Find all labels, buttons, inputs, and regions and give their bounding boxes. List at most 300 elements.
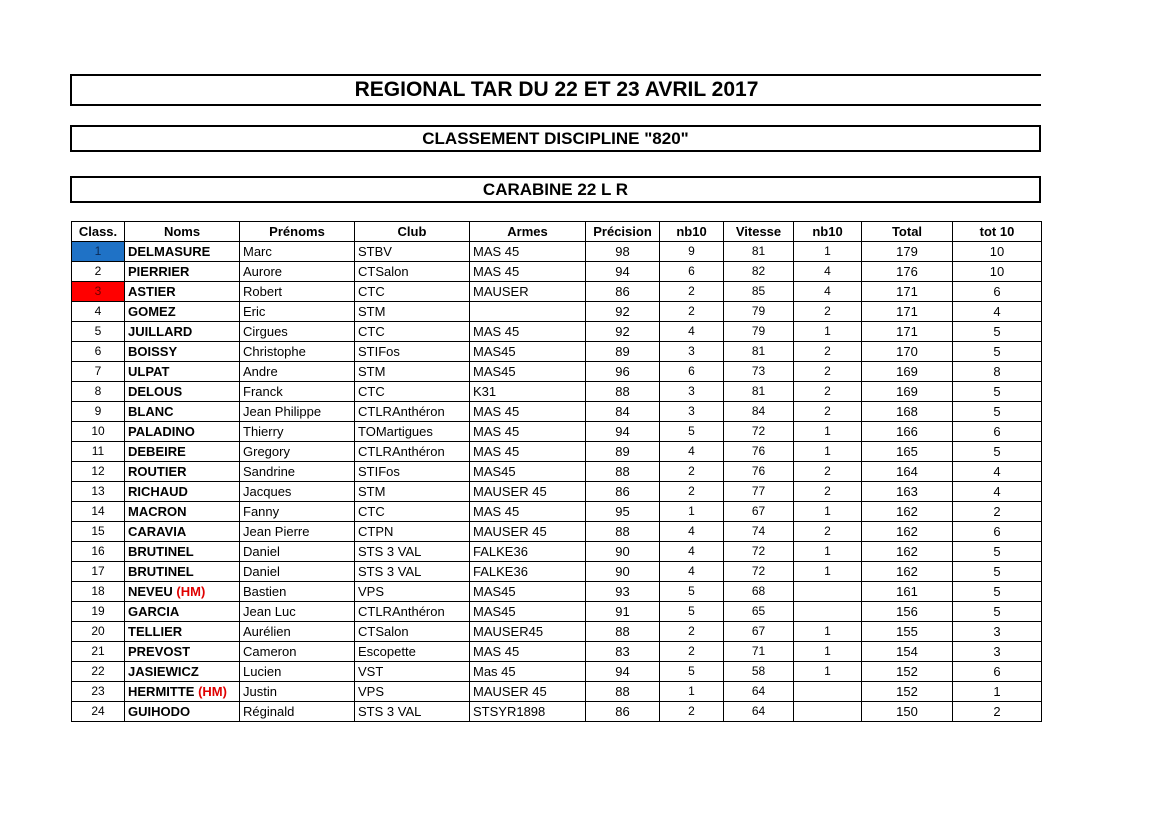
club-text: CTLRAnthéron xyxy=(358,444,445,459)
name-cell xyxy=(125,302,240,322)
rank-text: 7 xyxy=(94,364,102,378)
firstname-text: Daniel xyxy=(243,544,280,559)
discipline-title: CLASSEMENT DISCIPLINE "820" xyxy=(422,129,689,148)
club-text: TOMartigues xyxy=(358,424,433,439)
firstname-cell xyxy=(240,442,355,462)
category-title: CARABINE 22 L R xyxy=(482,180,629,199)
club-cell xyxy=(355,562,470,582)
weapon-cell xyxy=(470,522,586,542)
club-cell xyxy=(355,262,470,282)
name-cell xyxy=(125,482,240,502)
total-text: 162 xyxy=(896,544,918,559)
firstname-text: Aurélien xyxy=(243,624,291,639)
club-cell xyxy=(355,662,470,682)
precision-cell xyxy=(586,322,660,342)
tot10-text: 6 xyxy=(993,524,1001,539)
nb10-precision-text: 4 xyxy=(688,324,695,338)
vitesse-cell xyxy=(724,662,794,682)
total-cell xyxy=(862,242,953,262)
rank-cell xyxy=(72,602,125,622)
total-text: 170 xyxy=(896,344,918,359)
weapon-cell xyxy=(470,262,586,282)
weapon-cell xyxy=(470,542,586,562)
name-cell xyxy=(125,622,240,642)
weapon-cell xyxy=(470,562,586,582)
total-cell xyxy=(862,422,953,442)
club-text: CTSalon xyxy=(358,264,409,279)
rank-cell xyxy=(72,362,125,382)
precision-text: 83 xyxy=(615,644,630,659)
tot10-text: 5 xyxy=(993,404,1001,419)
precision-cell xyxy=(586,582,660,602)
rank-cell xyxy=(72,582,125,602)
rank-text: 17 xyxy=(91,564,105,578)
rank-text: 20 xyxy=(91,624,105,638)
discipline-banner xyxy=(70,125,1041,152)
vitesse-text: 64 xyxy=(751,684,766,698)
name-text: PREVOST xyxy=(128,644,191,659)
firstname-cell xyxy=(240,562,355,582)
table-row xyxy=(72,622,1042,642)
name-text: DELMASURE xyxy=(128,244,211,259)
precision-text: 90 xyxy=(615,544,630,559)
rank-cell xyxy=(72,382,125,402)
name-text: RICHAUD xyxy=(128,484,188,499)
total-cell xyxy=(862,442,953,462)
weapon-cell xyxy=(470,402,586,422)
rank-cell xyxy=(72,482,125,502)
nb10-vitesse-text: 1 xyxy=(824,644,831,658)
tot10-text: 4 xyxy=(993,464,1001,479)
precision-cell xyxy=(586,622,660,642)
total-text: 165 xyxy=(896,444,918,459)
nb10-vitesse-text: 2 xyxy=(824,404,831,418)
tot10-text: 6 xyxy=(993,284,1001,299)
name-text: BLANC xyxy=(128,404,174,419)
club-text: STM xyxy=(358,304,386,319)
vitesse-cell xyxy=(724,442,794,462)
name-cell xyxy=(125,542,240,562)
total-text: 176 xyxy=(896,264,918,279)
rank-text: 22 xyxy=(91,664,105,678)
nb10-vitesse-cell xyxy=(794,682,862,702)
total-text: 155 xyxy=(896,624,918,639)
nb10-precision-cell xyxy=(660,302,724,322)
tot10-text: 10 xyxy=(989,244,1005,259)
table-row xyxy=(72,422,1042,442)
nb10-precision-text: 4 xyxy=(688,544,695,558)
tot10-text: 5 xyxy=(993,444,1001,459)
tot10-text: 5 xyxy=(993,344,1001,359)
precision-text: 86 xyxy=(615,284,630,299)
rank-cell xyxy=(72,282,125,302)
results-table xyxy=(71,221,1042,722)
rank-cell xyxy=(72,522,125,542)
col-header-prenoms: Prénoms xyxy=(240,222,355,242)
firstname-text: Aurore xyxy=(243,264,283,279)
total-text: 171 xyxy=(896,284,918,299)
total-text: 163 xyxy=(896,484,918,499)
nb10-precision-cell xyxy=(660,562,724,582)
weapon-cell xyxy=(470,362,586,382)
firstname-cell xyxy=(240,602,355,622)
club-cell xyxy=(355,342,470,362)
rank-text: 5 xyxy=(94,324,102,338)
club-cell xyxy=(355,702,470,722)
firstname-text: Marc xyxy=(243,244,272,259)
table-row xyxy=(72,242,1042,262)
firstname-text: Réginald xyxy=(243,704,295,719)
weapon-text: K31 xyxy=(473,384,497,399)
rank-cell xyxy=(72,622,125,642)
firstname-cell xyxy=(240,502,355,522)
weapon-text: MAS 45 xyxy=(473,404,520,419)
club-text: STS 3 VAL xyxy=(358,544,422,559)
nb10-precision-text: 2 xyxy=(688,704,695,718)
table-row xyxy=(72,582,1042,602)
tot10-text: 5 xyxy=(993,384,1001,399)
vitesse-text: 73 xyxy=(751,364,766,378)
vitesse-cell xyxy=(724,402,794,422)
nb10-precision-text: 2 xyxy=(688,304,695,318)
vitesse-text: 81 xyxy=(751,344,766,358)
tot10-cell xyxy=(953,602,1042,622)
total-cell xyxy=(862,342,953,362)
tot10-text: 4 xyxy=(993,304,1001,319)
nb10-precision-cell xyxy=(660,662,724,682)
name-text: TELLIER xyxy=(128,624,183,639)
vitesse-cell xyxy=(724,522,794,542)
rank-text: 3 xyxy=(94,284,102,298)
name-text: ROUTIER xyxy=(128,464,187,479)
club-cell xyxy=(355,622,470,642)
weapon-text: MAS45 xyxy=(473,364,516,379)
nb10-precision-text: 4 xyxy=(688,524,695,538)
total-cell xyxy=(862,322,953,342)
precision-cell xyxy=(586,682,660,702)
name-cell xyxy=(125,522,240,542)
tot10-text: 5 xyxy=(993,584,1001,599)
vitesse-cell xyxy=(724,362,794,382)
tot10-cell xyxy=(953,682,1042,702)
vitesse-text: 67 xyxy=(751,624,766,638)
nb10-precision-text: 2 xyxy=(688,284,695,298)
precision-cell xyxy=(586,662,660,682)
total-cell xyxy=(862,502,953,522)
precision-cell xyxy=(586,342,660,362)
nb10-vitesse-text: 2 xyxy=(824,364,831,378)
firstname-text: Lucien xyxy=(243,664,282,679)
tot10-cell xyxy=(953,542,1042,562)
nb10-vitesse-cell xyxy=(794,482,862,502)
rank-text: 14 xyxy=(91,504,105,518)
club-cell xyxy=(355,682,470,702)
table-row xyxy=(72,342,1042,362)
tot10-cell xyxy=(953,282,1042,302)
weapon-text: STSYR1898 xyxy=(473,704,546,719)
tot10-cell xyxy=(953,702,1042,722)
tot10-text: 3 xyxy=(993,644,1001,659)
firstname-text: Daniel xyxy=(243,564,280,579)
nb10-precision-cell xyxy=(660,702,724,722)
vitesse-cell xyxy=(724,582,794,602)
event-title: REGIONAL TAR DU 22 ET 23 AVRIL 2017 xyxy=(354,78,759,101)
rank-cell xyxy=(72,342,125,362)
vitesse-text: 58 xyxy=(751,664,766,678)
vitesse-text: 81 xyxy=(751,384,766,398)
precision-text: 94 xyxy=(615,264,630,279)
firstname-cell xyxy=(240,402,355,422)
nb10-vitesse-text: 2 xyxy=(824,344,831,358)
nb10-precision-text: 3 xyxy=(688,384,695,398)
precision-text: 88 xyxy=(615,684,630,699)
name-text: BRUTINEL xyxy=(128,544,194,559)
vitesse-text: 72 xyxy=(751,544,766,558)
vitesse-cell xyxy=(724,262,794,282)
weapon-cell xyxy=(470,682,586,702)
weapon-text: MAUSER xyxy=(473,284,529,299)
vitesse-cell xyxy=(724,642,794,662)
tot10-text: 2 xyxy=(993,504,1001,519)
name-cell xyxy=(125,702,240,722)
tot10-cell xyxy=(953,442,1042,462)
club-text: CTPN xyxy=(358,524,394,539)
club-cell xyxy=(355,522,470,542)
total-cell xyxy=(862,522,953,542)
name-text: GOMEZ xyxy=(128,304,176,319)
rank-text: 13 xyxy=(91,484,105,498)
rank-cell xyxy=(72,442,125,462)
vitesse-text: 72 xyxy=(751,424,766,438)
club-text: CTSalon xyxy=(358,624,409,639)
club-cell xyxy=(355,602,470,622)
nb10-vitesse-cell xyxy=(794,302,862,322)
total-cell xyxy=(862,542,953,562)
precision-cell xyxy=(586,282,660,302)
nb10-vitesse-cell xyxy=(794,342,862,362)
tot10-cell xyxy=(953,402,1042,422)
tot10-text: 10 xyxy=(989,264,1005,279)
nb10-vitesse-text: 1 xyxy=(824,564,831,578)
table-row xyxy=(72,502,1042,522)
total-cell xyxy=(862,402,953,422)
total-cell xyxy=(862,382,953,402)
nb10-precision-cell xyxy=(660,322,724,342)
nb10-vitesse-text: 2 xyxy=(824,524,831,538)
rank-cell xyxy=(72,242,125,262)
tot10-text: 6 xyxy=(993,424,1001,439)
precision-cell xyxy=(586,522,660,542)
club-cell xyxy=(355,482,470,502)
name-text: PIERRIER xyxy=(128,264,190,279)
name-cell xyxy=(125,502,240,522)
precision-cell xyxy=(586,462,660,482)
tot10-cell xyxy=(953,622,1042,642)
nb10-vitesse-cell xyxy=(794,362,862,382)
col-header-noms: Noms xyxy=(125,222,240,242)
precision-cell xyxy=(586,302,660,322)
vitesse-text: 68 xyxy=(751,584,766,598)
nb10-vitesse-cell xyxy=(794,262,862,282)
weapon-cell xyxy=(470,422,586,442)
weapon-cell xyxy=(470,322,586,342)
total-text: 156 xyxy=(896,604,918,619)
firstname-text: Andre xyxy=(243,364,278,379)
tot10-cell xyxy=(953,422,1042,442)
nb10-vitesse-text: 1 xyxy=(824,244,831,258)
rank-cell xyxy=(72,402,125,422)
precision-text: 94 xyxy=(615,424,630,439)
weapon-cell xyxy=(470,582,586,602)
nb10-vitesse-cell xyxy=(794,282,862,302)
firstname-cell xyxy=(240,542,355,562)
total-text: 152 xyxy=(896,684,918,699)
vitesse-cell xyxy=(724,422,794,442)
total-text: 169 xyxy=(896,384,918,399)
name-text: ASTIER xyxy=(128,284,176,299)
vitesse-text: 72 xyxy=(751,564,766,578)
nb10-vitesse-text: 4 xyxy=(824,264,831,278)
weapon-text: MAS45 xyxy=(473,464,516,479)
category-banner xyxy=(70,176,1041,203)
precision-cell xyxy=(586,242,660,262)
total-text: 179 xyxy=(896,244,918,259)
firstname-text: Jean Pierre xyxy=(243,524,310,539)
vitesse-text: 74 xyxy=(751,524,766,538)
club-cell xyxy=(355,302,470,322)
nb10-precision-text: 6 xyxy=(688,264,695,278)
nb10-vitesse-cell xyxy=(794,422,862,442)
total-text: 162 xyxy=(896,504,918,519)
club-cell xyxy=(355,502,470,522)
name-text: ULPAT xyxy=(128,364,170,379)
weapon-text: MAS 45 xyxy=(473,264,520,279)
nb10-vitesse-text: 2 xyxy=(824,304,831,318)
tot10-cell xyxy=(953,562,1042,582)
rank-cell xyxy=(72,662,125,682)
precision-text: 88 xyxy=(615,524,630,539)
nb10-vitesse-text: 1 xyxy=(824,544,831,558)
table-row xyxy=(72,282,1042,302)
club-cell xyxy=(355,282,470,302)
firstname-cell xyxy=(240,322,355,342)
name-cell xyxy=(125,402,240,422)
firstname-cell xyxy=(240,422,355,442)
weapon-cell xyxy=(470,382,586,402)
table-row xyxy=(72,462,1042,482)
nb10-vitesse-cell xyxy=(794,382,862,402)
nb10-vitesse-cell xyxy=(794,402,862,422)
nb10-precision-cell xyxy=(660,462,724,482)
results-body xyxy=(72,242,1042,722)
precision-text: 96 xyxy=(615,364,630,379)
nb10-precision-cell xyxy=(660,642,724,662)
table-row xyxy=(72,542,1042,562)
precision-cell xyxy=(586,502,660,522)
name-cell xyxy=(125,382,240,402)
rank-cell xyxy=(72,322,125,342)
table-row xyxy=(72,442,1042,462)
nb10-precision-text: 5 xyxy=(688,604,695,618)
weapon-text: MAS 45 xyxy=(473,644,520,659)
vitesse-cell xyxy=(724,322,794,342)
vitesse-text: 67 xyxy=(751,504,766,518)
name-cell xyxy=(125,282,240,302)
table-row xyxy=(72,382,1042,402)
firstname-cell xyxy=(240,462,355,482)
tot10-cell xyxy=(953,302,1042,322)
name-text: JUILLARD xyxy=(128,324,193,339)
nb10-vitesse-text: 1 xyxy=(824,664,831,678)
name-cell xyxy=(125,242,240,262)
club-text: CTC xyxy=(358,504,385,519)
rank-text: 15 xyxy=(91,524,105,538)
nb10-precision-cell xyxy=(660,582,724,602)
firstname-cell xyxy=(240,622,355,642)
nb10-precision-cell xyxy=(660,382,724,402)
precision-text: 92 xyxy=(615,324,630,339)
firstname-cell xyxy=(240,662,355,682)
weapon-text: MAUSER 45 xyxy=(473,484,547,499)
weapon-cell xyxy=(470,502,586,522)
nb10-precision-cell xyxy=(660,262,724,282)
rank-text: 9 xyxy=(94,404,102,418)
vitesse-cell xyxy=(724,542,794,562)
weapon-text: MAS 45 xyxy=(473,444,520,459)
tot10-cell xyxy=(953,242,1042,262)
precision-text: 89 xyxy=(615,444,630,459)
club-cell xyxy=(355,462,470,482)
tot10-cell xyxy=(953,482,1042,502)
precision-text: 88 xyxy=(615,624,630,639)
firstname-cell xyxy=(240,522,355,542)
name-text: BRUTINEL xyxy=(128,564,194,579)
firstname-text: Jacques xyxy=(243,484,292,499)
table-row xyxy=(72,322,1042,342)
table-row xyxy=(72,662,1042,682)
nb10-precision-cell xyxy=(660,422,724,442)
vitesse-text: 85 xyxy=(751,284,766,298)
weapon-text: MAUSER45 xyxy=(473,624,544,639)
nb10-vitesse-cell xyxy=(794,502,862,522)
nb10-vitesse-text: 2 xyxy=(824,464,831,478)
nb10-vitesse-text: 1 xyxy=(824,424,831,438)
tot10-text: 5 xyxy=(993,324,1001,339)
name-cell xyxy=(125,422,240,442)
club-cell xyxy=(355,442,470,462)
col-header-nb10-vitesse: nb10 xyxy=(794,222,862,242)
club-text: CTC xyxy=(358,384,385,399)
club-cell xyxy=(355,242,470,262)
name-cell xyxy=(125,682,240,702)
nb10-vitesse-cell xyxy=(794,442,862,462)
rank-cell xyxy=(72,642,125,662)
club-text: STM xyxy=(358,364,386,379)
hm-badge: (HM) xyxy=(198,684,227,699)
tot10-cell xyxy=(953,662,1042,682)
name-text: DELOUS xyxy=(128,384,183,399)
nb10-precision-text: 4 xyxy=(688,564,695,578)
precision-text: 90 xyxy=(615,564,630,579)
vitesse-cell xyxy=(724,462,794,482)
total-text: 161 xyxy=(896,584,918,599)
nb10-precision-text: 5 xyxy=(688,424,695,438)
weapon-cell xyxy=(470,462,586,482)
name-text: CARAVIA xyxy=(128,524,187,539)
weapon-cell xyxy=(470,242,586,262)
precision-text: 88 xyxy=(615,384,630,399)
firstname-text: Christophe xyxy=(243,344,306,359)
